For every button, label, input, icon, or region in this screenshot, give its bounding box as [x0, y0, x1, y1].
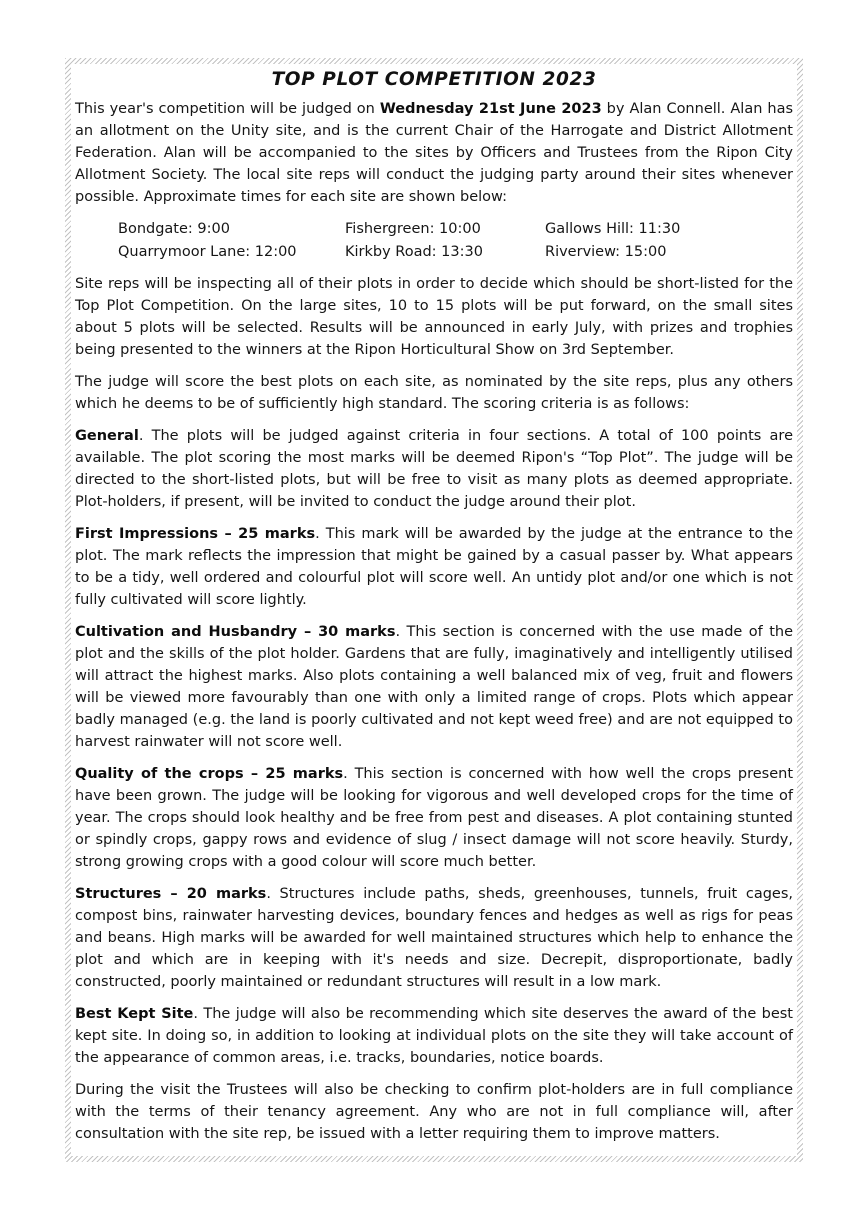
paragraph-compliance: During the visit the Trustees will also be checking to confirm plot-holders are in full compliance with the terms of their tenancy agreement. Any who are not in full compliance will, after consultation with the site rep, be issued with a letter requiring them to improve matters. [75, 1082, 793, 1142]
paragraph-judge-score: The judge will score the best plots on each site, as nominated by the site reps, plus any others which he deems to be of sufficiently high standard. The scoring criteria is as follows: [75, 374, 793, 412]
paragraph-first-impressions: First Impressions – 25 marks. This mark will be awarded by the judge at the entrance to the plot. The mark reflects the impression that might be gained by a casual passer by. What appears to be a tidy, well ordered and colourful plot will score well. An untidy plot and/or one which is not fully cultivated will score lightly. [75, 526, 794, 608]
paragraph-general: General. The plots will be judged against criteria in four sections. A total of 100 points are available. The plot scoring the most marks will be deemed Ripon's “Top Plot”. The judge will be directed to the short-listed plots, but will be free to visit as many plots as deemed appropriate. Plot-holders, if present, will be invited to conduct the judge around their plot. [75, 428, 793, 510]
paragraph-structures: Structures – 20 marks. Structures include paths, sheds, greenhouses, tunnels, fruit cages, compost bins, rainwater harvesting devices, boundary fences and hedges as well as rigs for peas and beans. High marks will be awarded for well maintained structures which help to enhance the plot and which are in keeping with it's needs and size. Decrepit, disproportionate, badly constructed, poorly maintained or redundant structures will result in a low mark. [75, 886, 793, 990]
site-time-fishergreen: Fishergreen: 10:00 [345, 221, 481, 237]
site-time-bondgate: Bondgate: 9:00 [118, 221, 230, 237]
site-time-gallows-hill: Gallows Hill: 11:30 [545, 221, 681, 237]
paragraph-intro: This year's competition will be judged on Wednesday 21st June 2023 by Alan Connell. Alan has an allotment on the Unity site, and is the current Chair of the Harrogate and District Allotment Federation. Alan will be accompanied to the sites by Officers and Trustees from the Ripon City Allotment Society. The local site reps will conduct the judging party around their sites whenever possible. Approximate times for each site are shown below: [75, 101, 794, 205]
site-times-table [118, 218, 793, 263]
document-hatched-border [65, 58, 803, 1162]
paragraph-site-reps: Site reps will be inspecting all of their plots in order to decide which should be short-listed for the Top Plot Competition. On the large sites, 10 to 15 plots will be put forward, on the small sites about 5 plots will be selected. Results will be announced in early July, with prizes and trophies being presented to the winners at the Ripon Horticultural Show on 3rd September. [75, 276, 793, 358]
site-time-quarrymoor-lane: Quarrymoor Lane: 12:00 [118, 243, 297, 260]
document-title: TOP PLOT COMPETITION 2023 [271, 69, 597, 90]
paragraph-best-kept-site: Best Kept Site. The judge will also be recommending which site deserves the award of the best kept site. In doing so, in addition to looking at individual plots on the site they will take account of the appearance of common areas, i.e. tracks, boundaries, notice boards. [75, 1006, 793, 1066]
paragraph-cultivation-husbandry: Cultivation and Husbandry – 30 marks. This section is concerned with the use made of the plot and the skills of the plot holder. Gardens that are fully, imaginatively and intelligently utilised will attract the highest marks. Also plots containing a well balanced mix of veg, fruit and flowers will be viewed more favourably than one with only a limited range of crops. Plots which appear badly managed (e.g. the land is poorly cultivated and not kept weed free) and are not equipped to harvest rainwater will not score well. [75, 624, 793, 750]
site-time-riverview: Riverview: 15:00 [545, 243, 667, 260]
paragraph-quality-of-crops: Quality of the crops – 25 marks. This section is concerned with how well the crops present have been grown. The judge will be looking for vigorous and well developed crops for the time of year. The crops should look healthy and be free from pest and diseases. A plot containing stunted or spindly crops, gappy rows and evidence of slug / insect damage will not score heavily. Sturdy, strong growing crops with a good colour will score much better. [75, 766, 794, 870]
document-body [71, 64, 797, 1156]
site-time-kirkby-road: Kirkby Road: 13:30 [345, 243, 483, 260]
